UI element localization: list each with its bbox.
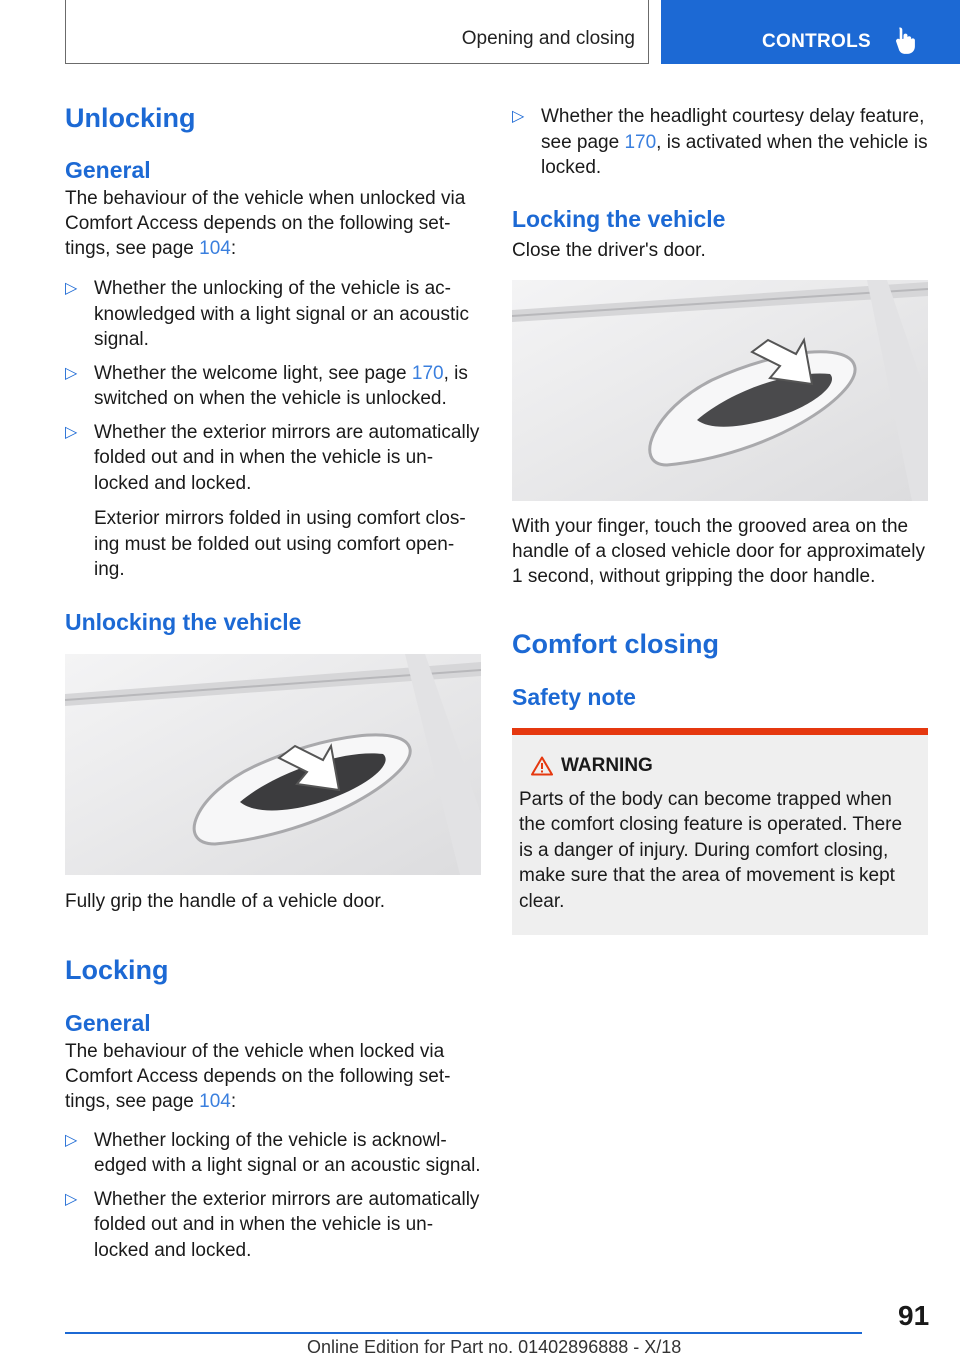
- warning-title-row: [531, 755, 918, 777]
- chapter-tab-label: CONTROLS: [762, 31, 872, 52]
- warning-triangle-icon: [531, 756, 553, 776]
- warning-box: [512, 735, 928, 936]
- page-link-104[interactable]: 104: [199, 238, 231, 259]
- footer-edition: Online Edition for Part no. 01402896888 - X/18: [307, 1337, 682, 1357]
- page-number: 91: [898, 1300, 930, 1331]
- list-item: ▷ Whether locking of the vehicle is acknowl-edged with a light signal or an acoustic signal.: [65, 1129, 481, 1176]
- locking-vehicle-text: Close the driver's door.: [512, 239, 706, 261]
- warning-text: Parts of the body can become trapped when the comfort closing feature is operated. There is a danger of injury. During comfort closing, make sure that the area of movement is kept clear.: [519, 788, 903, 912]
- unlocking-general-heading: General: [65, 157, 151, 183]
- page-link-170[interactable]: 170: [411, 362, 444, 384]
- page-link-104[interactable]: 104: [199, 1090, 231, 1112]
- locking-vehicle-heading: Locking the vehicle: [512, 205, 726, 232]
- safety-note-heading: Safety note: [512, 683, 636, 710]
- section-title: Opening and closing: [461, 28, 635, 49]
- locking-caption: With your finger, touch the grooved area on the handle of a closed vehicle door for approximately 1 second, without gripping the door handle.: [512, 515, 925, 587]
- left-column: [65, 100, 481, 1263]
- list-item: ▷ Whether the welcome light, see page 170, is switched on when the vehicle is unlocked.: [65, 362, 468, 409]
- hand-pointer-icon: [895, 26, 919, 54]
- triangle-bullet-icon: ▷: [65, 1190, 78, 1208]
- triangle-bullet-icon: ▷: [65, 280, 78, 297]
- list-item: ▷ Whether the headlight courtesy delay feature, see page 170, is activated when the vehicle is locked.: [512, 106, 928, 178]
- list-item: ▷ Whether the unlocking of the vehicle is ac-knowledged with a light signal or an acoustic signal.: [65, 278, 469, 350]
- locking-settings-list: [65, 1128, 481, 1264]
- locking-general-intro: The behaviour of the vehicle when locked via Comfort Access depends on the following set-tings, see page 104:: [65, 1040, 451, 1112]
- warning-title: WARNING: [561, 754, 653, 776]
- footer-rule: [65, 1332, 862, 1334]
- right-column: [512, 100, 928, 935]
- triangle-bullet-icon: ▷: [65, 423, 78, 441]
- list-item: ▷ Whether the exterior mirrors are automatically folded out and in when the vehicle is un-locked and locked.: [65, 1188, 480, 1261]
- headlight-list: [512, 104, 928, 181]
- triangle-bullet-icon: ▷: [512, 108, 525, 125]
- triangle-bullet-icon: ▷: [65, 364, 78, 382]
- unlocking-settings-list: [65, 276, 481, 583]
- mirror-note: Exterior mirrors folded in using comfort clos-ing must be folded out using comfort open-ing.: [94, 508, 466, 580]
- page-link-170[interactable]: 170: [624, 131, 657, 153]
- triangle-bullet-icon: ▷: [65, 1131, 78, 1149]
- warning-rule: [512, 728, 928, 735]
- unlocking-caption: Fully grip the handle of a vehicle door.: [65, 890, 386, 912]
- unlocking-vehicle-heading: Unlocking the vehicle: [65, 608, 302, 635]
- comfort-closing-heading: Comfort closing: [512, 628, 719, 659]
- list-item: ▷ Whether the exterior mirrors are automatically folded out and in when the vehicle is un-locked and locked. Exterior mirrors folded in using comfort clos-ing must be folded out using comfort open-ing.: [65, 420, 481, 583]
- door-handle-unlock-image: [65, 654, 481, 875]
- chapter-tab[interactable]: [661, 0, 960, 64]
- locking-heading: Locking: [65, 954, 169, 985]
- unlocking-general-intro: The behaviour of the vehicle when unlocked via Comfort Access depends on the following set-tings, see page 104:: [65, 188, 466, 259]
- unlocking-heading: Unlocking: [65, 103, 196, 133]
- locking-general-heading: General: [65, 1009, 151, 1036]
- door-handle-lock-image: [512, 280, 928, 501]
